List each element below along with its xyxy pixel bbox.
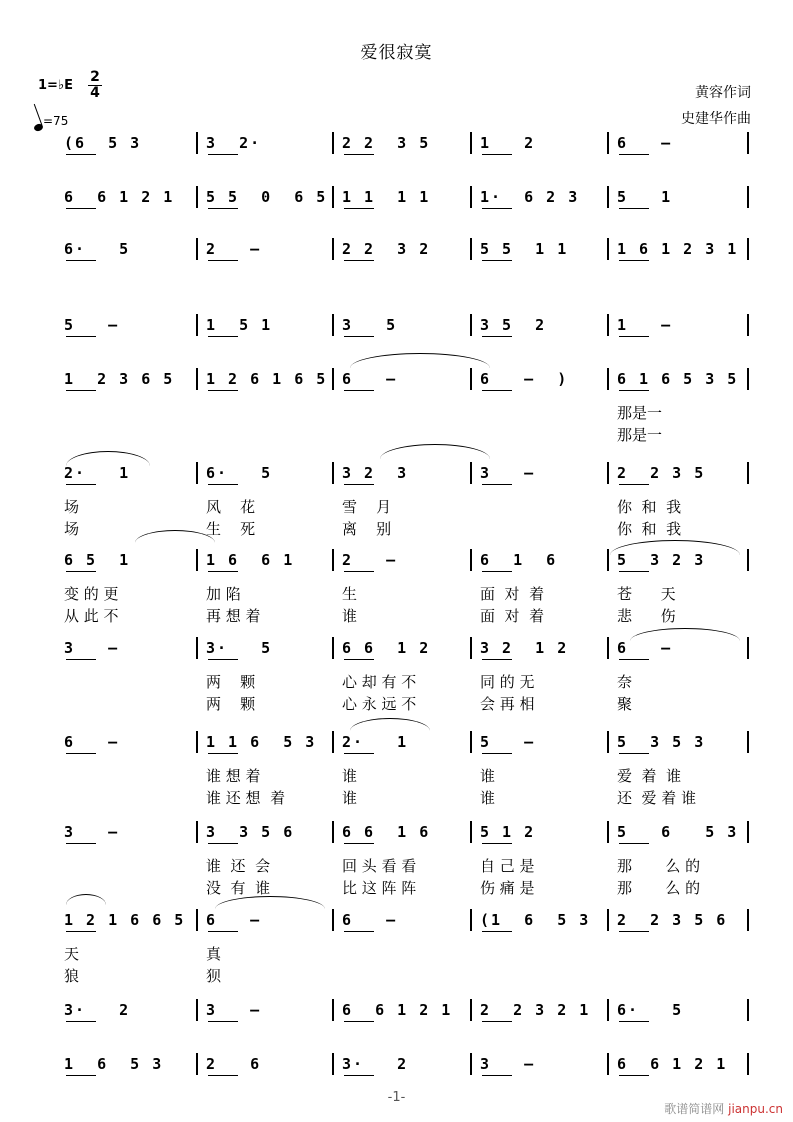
bar-line: [196, 368, 198, 390]
page-title: 爱很寂寞: [360, 43, 433, 63]
bar-line: [196, 186, 198, 208]
beam-line: [619, 260, 649, 261]
bar-line: [747, 314, 749, 336]
measure: 3 –: [64, 823, 120, 841]
beam-line: [208, 154, 238, 155]
lyric-2: 谁: [480, 789, 496, 807]
measure: 6 –: [206, 911, 262, 929]
bar-line: [747, 132, 749, 154]
lyric-2: 场: [64, 520, 80, 538]
beam-line: [482, 484, 512, 485]
measure: 3 2 3: [342, 464, 409, 482]
beam-line: [344, 659, 374, 660]
beam-line: [208, 931, 238, 932]
measure: 3 –: [206, 1001, 262, 1019]
beam-line: [619, 390, 649, 391]
bar-line: [747, 368, 749, 390]
watermark-prefix: 歌谱简谱网: [664, 1102, 725, 1116]
lyric-2: 狈: [206, 967, 222, 985]
meter-top: 2: [90, 69, 100, 85]
beam-line: [66, 843, 96, 844]
measure: 6 5 1: [64, 551, 131, 569]
beam-line: [66, 390, 96, 391]
beam-line: [344, 753, 374, 754]
beam-line: [619, 931, 649, 932]
lyric-2: 心 永 远 不: [342, 695, 417, 713]
lyric-1: 真: [206, 945, 222, 963]
page-number: -1-: [387, 1090, 406, 1105]
beam-line: [66, 1021, 96, 1022]
lyric-1: 那 么 的: [617, 857, 701, 875]
lyric-1: 谁: [342, 767, 358, 785]
measure: 1 6 1 2 3 1: [617, 240, 739, 258]
measure: 5 1: [617, 188, 673, 206]
bar-line: [607, 999, 609, 1021]
tie-arc: [380, 444, 490, 459]
lyric-1: 变 的 更: [64, 585, 119, 603]
measure: 3 2 1 2: [480, 639, 569, 657]
lyric-2: 伤 痛 是: [480, 879, 535, 897]
bar-line: [470, 238, 472, 260]
beam-line: [482, 154, 512, 155]
bar-line: [607, 132, 609, 154]
bar-line: [747, 821, 749, 843]
measure: 6 – ): [480, 370, 569, 388]
bar-line: [607, 368, 609, 390]
measure: 5 1 2: [480, 823, 536, 841]
lyric-2: 面 对 着: [480, 607, 545, 625]
bar-line: [470, 821, 472, 843]
bar-line: [332, 132, 334, 154]
lyric-1: 你 和 我: [617, 498, 682, 516]
lyricist: 黄容作词: [695, 85, 751, 101]
measure: 5 6 5 3: [617, 823, 739, 841]
measure: 2· 1: [342, 733, 409, 751]
beam-line: [66, 336, 96, 337]
measure: 2 2 3 5: [617, 464, 706, 482]
bar-line: [747, 462, 749, 484]
measure: 3 –: [64, 639, 120, 657]
beam-line: [344, 208, 374, 209]
measure: 2 6: [206, 1055, 262, 1073]
bar-line: [332, 368, 334, 390]
lyric-2: 再 想 着: [206, 607, 261, 625]
lyric-2: 会 再 相: [480, 695, 535, 713]
measure: 3· 5: [206, 639, 273, 657]
bar-line: [470, 999, 472, 1021]
bar-line: [747, 1053, 749, 1075]
bar-line: [470, 314, 472, 336]
bar-line: [332, 821, 334, 843]
measure: 5 –: [480, 733, 536, 751]
lyric-2: 那是一: [617, 426, 663, 444]
bar-line: [607, 238, 609, 260]
beam-line: [482, 1021, 512, 1022]
lyric-2: 没 有 谁: [206, 879, 271, 897]
beam-line: [482, 753, 512, 754]
beam-line: [344, 260, 374, 261]
beam-line: [208, 843, 238, 844]
measure: 3 –: [480, 1055, 536, 1073]
measure: 1 2 1 6 6 5: [64, 911, 186, 929]
bar-line: [470, 368, 472, 390]
tie-arc: [66, 894, 106, 905]
bar-line: [607, 821, 609, 843]
bar-line: [607, 462, 609, 484]
lyric-2: 生 死: [206, 520, 256, 538]
watermark: [664, 1100, 783, 1117]
bar-line: [747, 909, 749, 931]
bar-line: [747, 999, 749, 1021]
measure: 1 2: [480, 134, 536, 152]
composer: 史建华作曲: [681, 111, 751, 127]
tempo-value: =75: [43, 114, 69, 128]
beam-line: [619, 1075, 649, 1076]
measure: 1 2 6 1 6 5: [206, 370, 328, 388]
lyric-1: 同 的 无: [480, 673, 535, 691]
tie-arc: [350, 353, 490, 368]
beam-line: [208, 659, 238, 660]
beam-line: [482, 1075, 512, 1076]
beam-line: [619, 208, 649, 209]
beam-line: [482, 390, 512, 391]
lyric-2: 谁: [342, 789, 358, 807]
measure: 2 2 3 5: [342, 134, 431, 152]
lyric-1: 风 花: [206, 498, 256, 516]
beam-line: [344, 154, 374, 155]
measure: 5 –: [64, 316, 120, 334]
bar-line: [747, 549, 749, 571]
measure: 1 2 3 6 5: [64, 370, 175, 388]
tie-arc: [66, 451, 150, 466]
bar-line: [196, 821, 198, 843]
lyric-1: 心 却 有 不: [342, 673, 417, 691]
lyric-1: 面 对 着: [480, 585, 545, 603]
lyric-2: 你 和 我: [617, 520, 682, 538]
bar-line: [607, 186, 609, 208]
tie-arc: [135, 530, 215, 543]
bar-line: [607, 909, 609, 931]
bar-line: [332, 1053, 334, 1075]
bar-line: [470, 637, 472, 659]
lyric-1: 雪 月: [342, 498, 392, 516]
beam-line: [208, 1021, 238, 1022]
beam-line: [208, 390, 238, 391]
beam-line: [208, 1075, 238, 1076]
bar-line: [470, 462, 472, 484]
quarter-note-icon: [33, 123, 44, 133]
measure: 5 5 0 6 5: [206, 188, 328, 206]
bar-line: [332, 238, 334, 260]
bar-line: [332, 549, 334, 571]
beam-line: [66, 1075, 96, 1076]
bar-line: [470, 132, 472, 154]
lyric-1: 奈: [617, 673, 633, 691]
measure: 1 1 1 1: [342, 188, 431, 206]
beam-line: [344, 390, 374, 391]
lyric-2: 谁 还 想 着: [206, 789, 286, 807]
measure: 3· 2: [342, 1055, 409, 1073]
measure: 6 6 1 2 1: [617, 1055, 728, 1073]
measure: 6 1 6 5 3 5: [617, 370, 739, 388]
bar-line: [470, 186, 472, 208]
measure: 5 3 2 3: [617, 551, 706, 569]
bar-line: [607, 731, 609, 753]
bar-line: [747, 238, 749, 260]
measure: 2 –: [206, 240, 262, 258]
measure: 6· 5: [617, 1001, 684, 1019]
measure: (1 6 5 3: [480, 911, 591, 929]
key-signature: 1=♭E: [38, 78, 73, 93]
lyric-2: 两 颗: [206, 695, 256, 713]
bar-line: [607, 549, 609, 571]
beam-line: [66, 154, 96, 155]
lyric-1: 天: [64, 945, 80, 963]
beam-line: [482, 843, 512, 844]
beam-line: [344, 1075, 374, 1076]
beam-line: [344, 484, 374, 485]
beam-line: [619, 484, 649, 485]
measure: 1· 6 2 3: [480, 188, 580, 206]
measure: 6· 5: [206, 464, 273, 482]
lyric-1: 回 头 看 看: [342, 857, 417, 875]
lyric-1: 谁 还 会: [206, 857, 271, 875]
beam-line: [482, 659, 512, 660]
lyric-2: 悲 伤: [617, 607, 676, 625]
lyric-1: 生: [342, 585, 358, 603]
lyric-2: 比 这 阵 阵: [342, 879, 417, 897]
lyric-2: 从 此 不: [64, 607, 119, 625]
measure: 6 –: [617, 639, 673, 657]
measure: 2· 1: [64, 464, 131, 482]
lyric-1: 加 陷: [206, 585, 241, 603]
time-signature: [88, 70, 102, 101]
beam-line: [619, 336, 649, 337]
bar-line: [196, 462, 198, 484]
lyric-1: 自 己 是: [480, 857, 535, 875]
meter-bottom: 4: [90, 85, 100, 101]
beam-line: [482, 571, 512, 572]
lyric-1: 爱 着 谁: [617, 767, 682, 785]
measure: 6 1 6: [480, 551, 558, 569]
lyric-1: 谁: [480, 767, 496, 785]
measure: (6 5 3: [64, 134, 142, 152]
measure: 1 6 5 3: [64, 1055, 164, 1073]
bar-line: [332, 909, 334, 931]
bar-line: [196, 314, 198, 336]
lyric-1: 两 颗: [206, 673, 256, 691]
beam-line: [619, 659, 649, 660]
measure: 6· 5: [64, 240, 131, 258]
measure: 5 5 1 1: [480, 240, 569, 258]
lyric-1: 那是一: [617, 404, 663, 422]
measure: 5 3 5 3: [617, 733, 706, 751]
bar-line: [196, 999, 198, 1021]
measure: 3 3 5 6: [206, 823, 295, 841]
tie-arc: [610, 540, 740, 555]
bar-line: [196, 637, 198, 659]
bar-line: [470, 549, 472, 571]
beam-line: [208, 336, 238, 337]
beam-line: [344, 1021, 374, 1022]
beam-line: [208, 571, 238, 572]
beam-line: [619, 1021, 649, 1022]
measure: 3 2·: [206, 134, 262, 152]
lyric-2: 离 别: [342, 520, 392, 538]
lyric-2: 狼: [64, 967, 80, 985]
measure: 2 2 3 2 1: [480, 1001, 591, 1019]
lyric-1: 谁 想 着: [206, 767, 261, 785]
measure: 6 –: [342, 911, 398, 929]
bar-line: [196, 909, 198, 931]
bar-line: [747, 186, 749, 208]
measure: 3 5: [342, 316, 398, 334]
beam-line: [208, 484, 238, 485]
beam-line: [66, 659, 96, 660]
measure: 1 1 6 5 3: [206, 733, 317, 751]
measure: 1 5 1: [206, 316, 273, 334]
lyric-1: 场: [64, 498, 80, 516]
beam-line: [619, 571, 649, 572]
bar-line: [607, 314, 609, 336]
bar-line: [470, 731, 472, 753]
bar-line: [470, 1053, 472, 1075]
bar-line: [607, 637, 609, 659]
bar-line: [747, 637, 749, 659]
beam-line: [344, 336, 374, 337]
beam-line: [66, 260, 96, 261]
beam-line: [482, 931, 512, 932]
beam-line: [344, 931, 374, 932]
lyric-2: 谁: [342, 607, 358, 625]
beam-line: [66, 484, 96, 485]
beam-line: [344, 843, 374, 844]
bar-line: [332, 314, 334, 336]
lyric-2: 聚: [617, 695, 633, 713]
lyric-2: 还 爱 着 谁: [617, 789, 697, 807]
measure: 2 2 3 5 6: [617, 911, 728, 929]
bar-line: [196, 549, 198, 571]
measure: 6 6 1 2 1: [342, 1001, 453, 1019]
bar-line: [747, 731, 749, 753]
measure: 6 –: [342, 370, 398, 388]
beam-line: [619, 753, 649, 754]
measure: 3 –: [480, 464, 536, 482]
bar-line: [196, 238, 198, 260]
lyric-2: 那 么 的: [617, 879, 701, 897]
beam-line: [208, 753, 238, 754]
bar-line: [196, 132, 198, 154]
bar-line: [332, 637, 334, 659]
bar-line: [196, 731, 198, 753]
bar-line: [332, 999, 334, 1021]
beam-line: [619, 154, 649, 155]
measure: 3 5 2: [480, 316, 547, 334]
tie-arc: [350, 718, 430, 731]
bar-line: [470, 909, 472, 931]
measure: 3· 2: [64, 1001, 131, 1019]
measure: 1 6 6 1: [206, 551, 295, 569]
measure: 6 6 1 2: [342, 639, 431, 657]
beam-line: [208, 208, 238, 209]
beam-line: [344, 571, 374, 572]
measure: 6 –: [617, 134, 673, 152]
bar-line: [332, 731, 334, 753]
measure: 6 –: [64, 733, 120, 751]
bar-line: [196, 1053, 198, 1075]
bar-line: [332, 462, 334, 484]
measure: 1 –: [617, 316, 673, 334]
measure: 2 2 3 2: [342, 240, 431, 258]
bar-line: [332, 186, 334, 208]
credits: [681, 80, 751, 132]
beam-line: [208, 260, 238, 261]
measure: 6 6 1 6: [342, 823, 431, 841]
beam-line: [66, 571, 96, 572]
beam-line: [482, 336, 512, 337]
beam-line: [66, 931, 96, 932]
beam-line: [482, 260, 512, 261]
beam-line: [482, 208, 512, 209]
beam-line: [66, 208, 96, 209]
bar-line: [607, 1053, 609, 1075]
beam-line: [619, 843, 649, 844]
measure: 6 6 1 2 1: [64, 188, 175, 206]
beam-line: [66, 753, 96, 754]
tempo-mark: [34, 114, 68, 131]
lyric-1: 苍 天: [617, 585, 676, 603]
watermark-site: jianpu.cn: [728, 1102, 783, 1116]
tie-arc: [630, 628, 740, 641]
measure: 2 –: [342, 551, 398, 569]
